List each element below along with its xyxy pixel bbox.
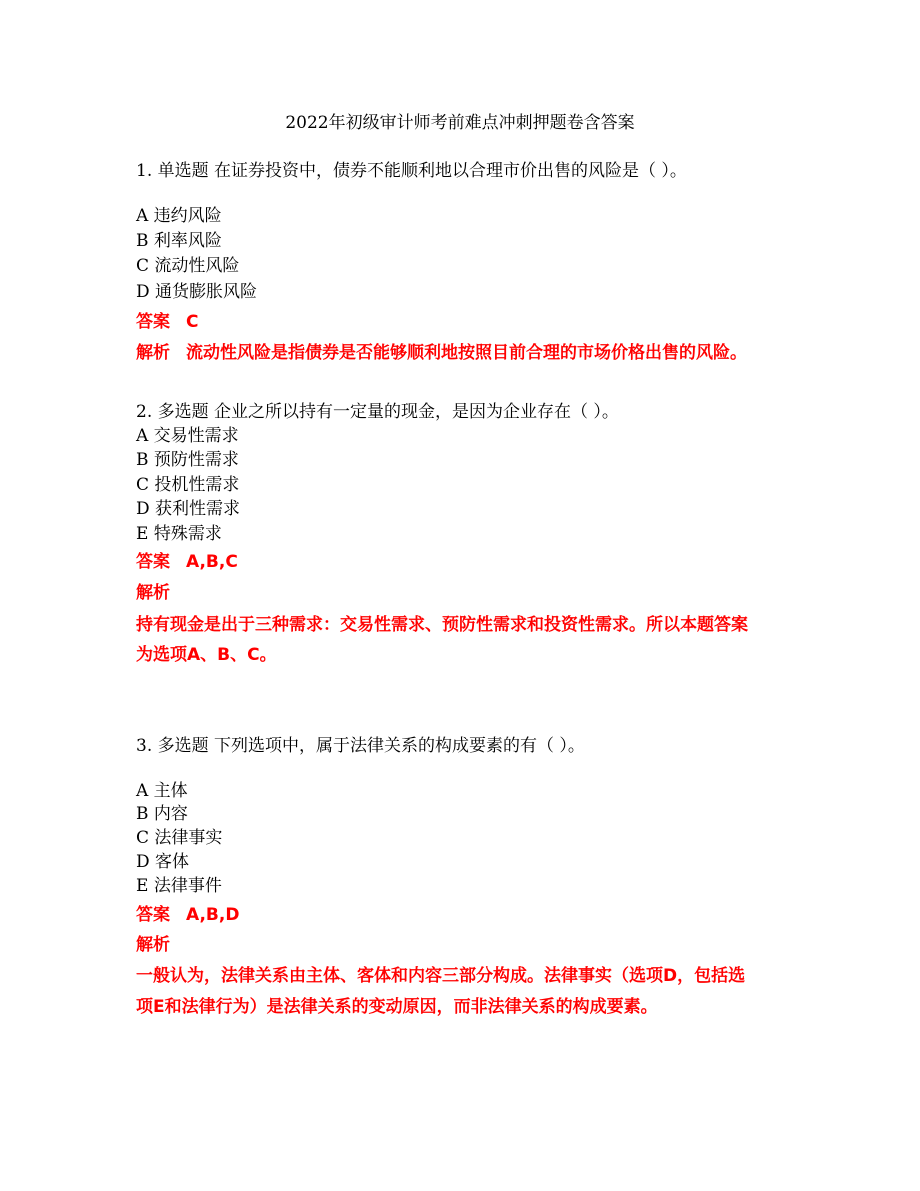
question-3-answer bbox=[136, 900, 239, 925]
document-title: 2022年初级审计师考前难点冲刺押题卷含答案 bbox=[285, 113, 635, 133]
question-2-option-d: D 获利性需求 bbox=[136, 499, 241, 519]
question-3-option-c: C 法律事实 bbox=[136, 828, 223, 848]
question-3-option-a: A 主体 bbox=[136, 781, 188, 801]
question-1-analysis bbox=[136, 338, 747, 363]
question-2-analysis-line-1: 持有现金是出于三种需求：交易性需求、预防性需求和投资性需求。所以本题答案 bbox=[136, 615, 748, 635]
analysis-label: 解析 bbox=[136, 343, 170, 363]
question-1-answer bbox=[136, 307, 198, 332]
question-2-answer bbox=[136, 547, 238, 572]
answer-value: A,B,C bbox=[186, 552, 238, 572]
question-2-option-b: B 预防性需求 bbox=[136, 450, 239, 470]
question-3-option-b: B 内容 bbox=[136, 804, 188, 824]
question-2-stem: 2. 多选题 企业之所以持有一定量的现金，是因为企业存在（ ）。 bbox=[136, 402, 619, 422]
question-3-option-e: E 法律事件 bbox=[136, 876, 222, 896]
answer-label: 答案 bbox=[136, 905, 170, 925]
question-3-option-d: D 客体 bbox=[136, 852, 190, 872]
question-3-analysis-line-1: 一般认为，法律关系由主体、客体和内容三部分构成。法律事实（选项D，包括选 bbox=[136, 966, 746, 986]
answer-value: A,B,D bbox=[186, 905, 240, 925]
question-2-analysis-label: 解析 bbox=[136, 583, 170, 603]
question-1-stem: 1. 单选题 在证券投资中，债券不能顺利地以合理市价出售的风险是（ ）。 bbox=[136, 161, 687, 181]
question-2-analysis-line-2: 为选项A、B、C。 bbox=[136, 645, 277, 665]
answer-label: 答案 bbox=[136, 552, 170, 572]
analysis-text: 流动性风险是指债券是否能够顺利地按照目前合理的市场价格出售的风险。 bbox=[186, 343, 747, 363]
question-1-option-b: B 利率风险 bbox=[136, 231, 222, 251]
answer-label: 答案 bbox=[136, 312, 170, 332]
question-1-option-c: C 流动性风险 bbox=[136, 256, 240, 276]
question-3-analysis-label: 解析 bbox=[136, 935, 170, 955]
question-1-option-d: D 通货膨胀风险 bbox=[136, 282, 258, 302]
question-3-stem: 3. 多选题 下列选项中，属于法律关系的构成要素的有（ ）。 bbox=[136, 736, 585, 756]
question-2-option-a: A 交易性需求 bbox=[136, 426, 239, 446]
question-2-option-c: C 投机性需求 bbox=[136, 475, 240, 495]
answer-value: C bbox=[186, 312, 199, 332]
question-2-option-e: E 特殊需求 bbox=[136, 524, 222, 544]
question-3-analysis-line-2: 项E和法律行为）是法律关系的变动原因，而非法律关系的构成要素。 bbox=[136, 997, 658, 1017]
question-1-option-a: A 违约风险 bbox=[136, 206, 222, 226]
